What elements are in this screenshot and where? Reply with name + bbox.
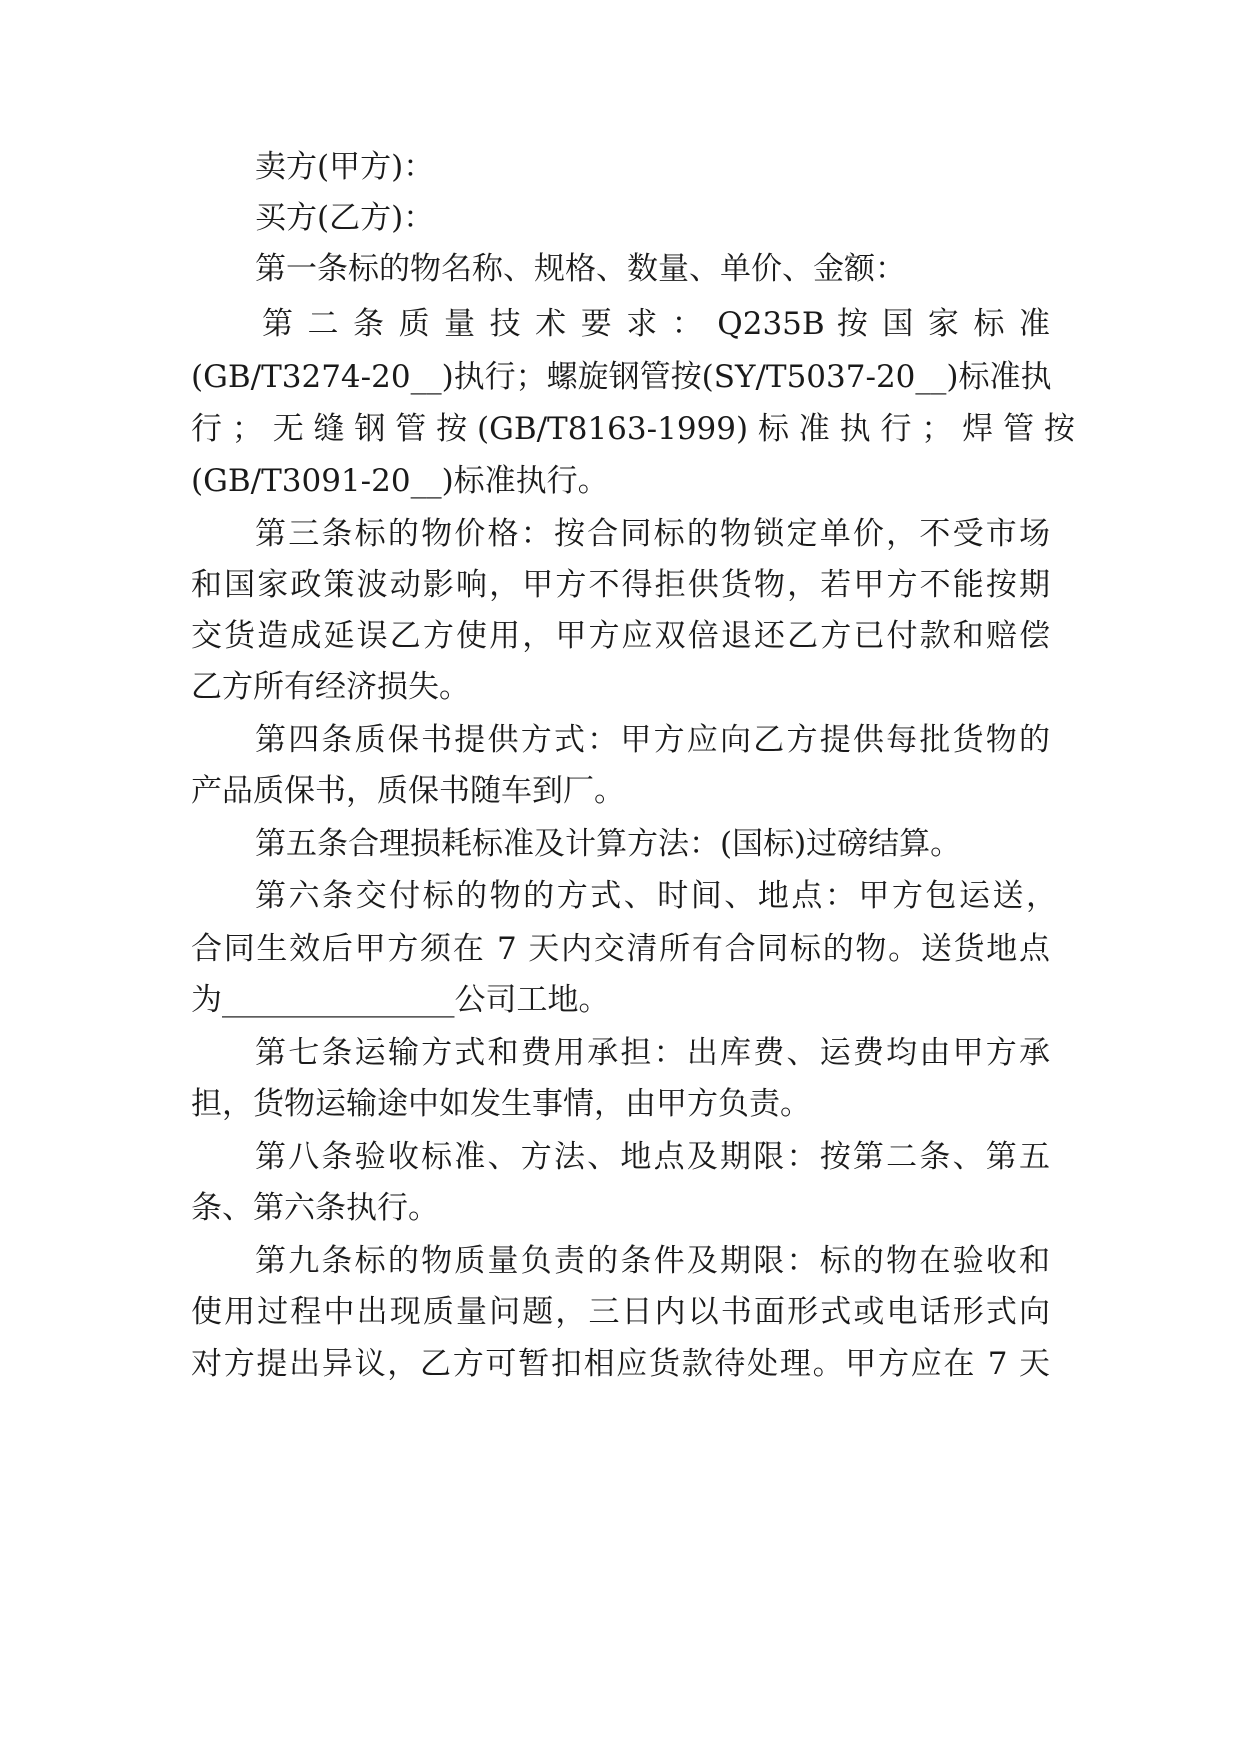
buyer-line: 买方(乙方)：: [255, 200, 435, 236]
article-3-line-1: 第三条标的物价格：按合同标的物锁定单价，不受市场: [255, 516, 1050, 552]
article-6-line-1: 第六条交付标的物的方式、时间、地点：甲方包运送，: [255, 878, 1057, 914]
article-8-line-1: 第八条验收标准、方法、地点及期限：按第二条、第五: [255, 1139, 1050, 1175]
article-3-line-4: 乙方所有经济损失。: [191, 669, 470, 705]
article-5-line-1: 第五条合理损耗标准及计算方法：(国标)过磅结算。: [255, 826, 962, 862]
article-1-line-1: 第一条标的物名称、规格、数量、单价、金额：: [255, 251, 906, 287]
article-7-line-1: 第七条运输方式和费用承担：出库费、运费均由甲方承: [255, 1035, 1050, 1071]
article-2-line-2: (GB/T3274-20__)执行；螺旋钢管按(SY/T5037-20__)标准执: [191, 359, 1052, 395]
article-8-line-2: 条、第六条执行。: [191, 1190, 439, 1226]
article-7-line-2: 担，货物运输途中如发生事情，由甲方负责。: [191, 1086, 811, 1122]
article-3-line-3: 交货造成延误乙方使用，甲方应双倍退还乙方已付款和赔偿: [191, 618, 1050, 654]
article-6-line-2: 合同生效后甲方须在 7 天内交清所有合同标的物。送货地点: [191, 931, 1050, 967]
article-9-line-3: 对方提出异议，乙方可暂扣相应货款待处理。甲方应在 7 天: [191, 1346, 1050, 1382]
article-9-line-1: 第九条标的物质量负责的条件及期限：标的物在验收和: [255, 1243, 1050, 1279]
article-9-line-2: 使用过程中出现质量问题，三日内以书面形式或电话形式向: [191, 1294, 1050, 1330]
article-2-line-3: 行 ； 无 缝 钢 管 按 (GB/T8163-1999) 标 准 执 行 ； 焊 管 按: [191, 411, 1075, 447]
article-3-line-2: 和国家政策波动影响，甲方不得拒供货物，若甲方不能按期: [191, 567, 1050, 603]
article-6-line-3: 为_______________公司工地。: [191, 982, 610, 1018]
article-2-line-1: 第 二 条 质 量 技 术 要 求 ： Q235B 按 国 家 标 准: [262, 306, 1050, 342]
article-4-line-2: 产品质保书，质保书随车到厂。: [191, 773, 625, 809]
article-4-line-1: 第四条质保书提供方式：甲方应向乙方提供每批货物的: [255, 722, 1050, 758]
seller-line: 卖方(甲方)：: [255, 149, 435, 185]
article-2-line-4: (GB/T3091-20__)标准执行。: [191, 463, 609, 499]
